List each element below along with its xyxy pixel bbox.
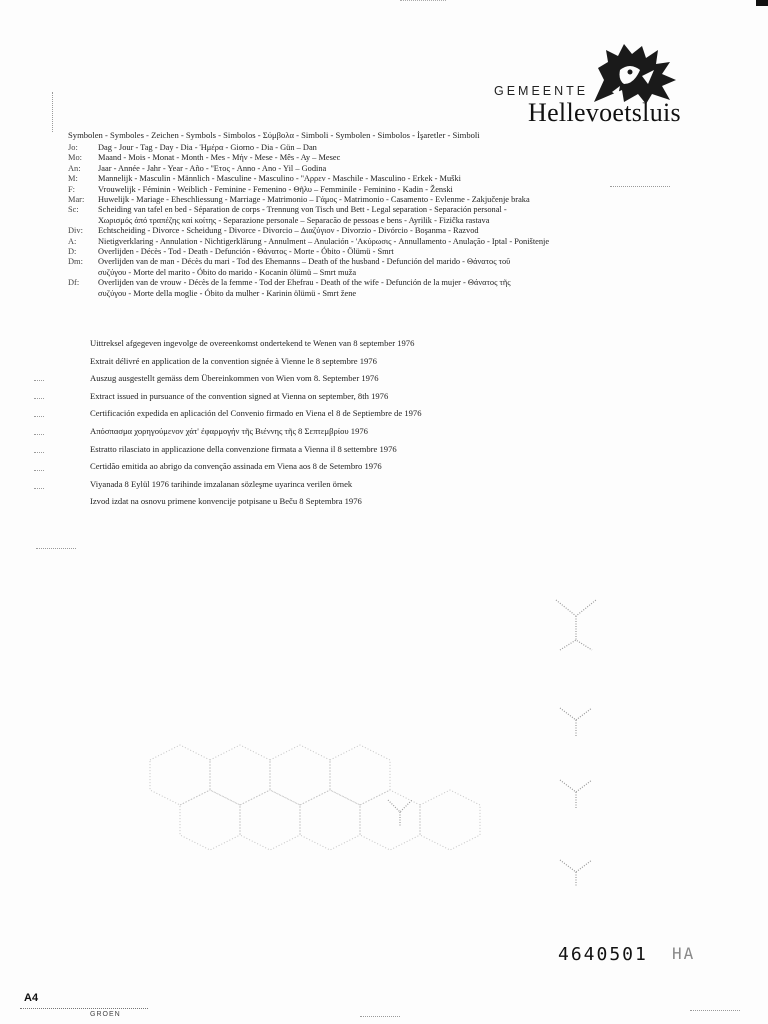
legend-row xyxy=(68,226,728,236)
statement-dutch: Uittreksel afgegeven ingevolge de overeenkomst ondertekend te Wenen van 8 september 1976 xyxy=(90,338,415,348)
statement-english: Extract issued in pursuance of the convention signed at Vienna on september, 8th 1976 xyxy=(90,390,389,401)
statement-french: Extrait délivré en application de la convention signée à Vienne le 8 septembre 1976 xyxy=(90,355,377,366)
legend-code xyxy=(68,268,98,278)
paper-color-label: GROEN xyxy=(90,1011,121,1018)
legend-text: Dag - Jour - Tag - Day - Dia - Ἡμέρα - Giorno - Dia - Gün – Dan xyxy=(98,143,317,152)
legend-text: Overlijden van de vrouw - Décès de la femme - Tod der Ehefrau - Death of the wife - Defunción de la mujer - Θάνατος τῆς xyxy=(98,278,511,288)
margin-speckle xyxy=(52,92,53,132)
municipality-prefix: GEMEENTE xyxy=(494,84,589,98)
legend-text: Echtscheiding - Divorce - Scheidung - Divorce - Divorcio – Διαζύγιον - Divorzio - Divórcio - Boşanma - Razvod xyxy=(98,226,479,236)
legend-code: An: xyxy=(68,163,81,173)
margin-speckle xyxy=(36,548,76,549)
legend-text: Huwelijk - Mariage - Eheschliessung - Marriage - Matrimonio – Γάμος - Matrimonio - Casamento - Evlenme - Zakjučenje braka xyxy=(98,195,530,205)
legend-text: Χωρισμός άπό τραπέζης καί κοίτης - Separazione personale – Separacão de pessoas e bens - Ayrilik - Fizička rastava xyxy=(98,215,490,225)
legend-text: συζύγου - Morte della moglie - Óbito da mulher - Karinin ölümü - Smrt žene xyxy=(98,288,357,298)
corner-registration-mark xyxy=(756,0,768,6)
legend-code: Df: xyxy=(68,278,80,288)
margin-speckle xyxy=(360,1016,400,1017)
legend-code: Mo: xyxy=(68,153,82,163)
legend-row xyxy=(68,164,728,174)
legend-code: Dm: xyxy=(68,257,83,267)
bottom-scan-line xyxy=(20,1008,148,1009)
margin-speckle xyxy=(34,416,44,417)
statement-italian: Estratto rilasciato in applicazione della convenzione firmata a Vienna il 8 settembre 1976 xyxy=(90,443,397,454)
legend-row xyxy=(68,205,728,215)
symbols-legend-heading: Symbolen - Symboles - Zeichen - Symbols - Simbolos - Σύμβολα - Simboli - Symbolen - Simbolos - İşaretler - Simboli xyxy=(68,130,480,140)
document-number-suffix: HA xyxy=(672,944,696,963)
legend-code xyxy=(68,289,98,299)
legend-text: Jaar - Année - Jahr - Year - Año - ''Ετος - Anno - Ano - Yil – Godina xyxy=(98,163,327,173)
statement-serbocroatian: Izvod izdat na osnovu primene konvencije potpisane u Beču 8 Septembra 1976 xyxy=(90,496,362,507)
legend-row xyxy=(68,153,728,163)
statement-turkish: Viyanada 8 Eylül 1976 tarihinde imzalanan sözleşme uyarinca verilen örnek xyxy=(90,478,353,489)
letterhead xyxy=(494,40,744,130)
margin-speckle xyxy=(34,470,44,471)
legend-text: Overlijden - Décès - Tod - Death - Defunción - Θάνατος - Morte - Óbito - Ölümü - Smrt xyxy=(98,247,394,257)
legend-row xyxy=(68,268,728,278)
legend-text: Vrouwelijk - Féminin - Weiblich - Feminine - Femenino - Θῆλυ – Femminile - Feminino - Kadin - Ženski xyxy=(98,184,453,194)
margin-speckle xyxy=(34,488,44,489)
legend-row xyxy=(68,185,728,195)
legend-text: Overlijden van de man - Décès du mari - Tod des Ehemanns – Death of the husband - Defunción del marido - Θάνατος τοῦ xyxy=(98,257,511,267)
legend-text: Maand - Mois - Monat - Month - Mes - Mήν - Mese - Mês - Ay – Mesec xyxy=(98,153,341,163)
legend-code xyxy=(68,216,98,226)
legend-code: Jo: xyxy=(68,143,78,152)
municipality-name: Hellevoetsluis xyxy=(528,98,681,127)
security-background-pattern xyxy=(0,560,768,980)
statement-spanish: Certificación expedida en aplicación del Convenio firmado en Viena el 8 de Septiembre de 1976 xyxy=(90,408,422,419)
legend-code: F: xyxy=(68,184,75,194)
margin-speckle xyxy=(690,1010,740,1011)
legend-row xyxy=(68,237,728,247)
legend-row xyxy=(68,278,728,288)
legend-row xyxy=(68,289,728,299)
legend-code: M: xyxy=(68,174,78,184)
legend-code: Sc: xyxy=(68,205,79,215)
legend-row xyxy=(68,195,728,205)
legend-text: Mannelijk - Masculin - Männlich - Masculine - Masculino - ''Αρρεν - Maschile - Masculino - Erkek - Muški xyxy=(98,174,461,184)
convention-statements xyxy=(90,336,610,512)
legend-row xyxy=(68,174,728,184)
statement-german: Auszug ausgestellt gemäss dem Übereinkommen von Wien vom 8. September 1976 xyxy=(90,373,379,384)
statement-portuguese: Certidão emitida ao abrigo da convenção assinada em Viena aos 8 de Setembro 1976 xyxy=(90,461,382,472)
legend-code: D: xyxy=(68,247,77,257)
statement-greek: Απόσπασμα χορηγούμενον χάτ' ἐφαρμογήν τῆς Βιέννης τῆς 8 Σεπτεμβρίου 1976 xyxy=(90,425,368,436)
legend-row xyxy=(68,247,728,257)
margin-speckle xyxy=(34,380,44,381)
legend-text: Nietigverklaring - Annulation - Nichtigerklärung - Annulment – Anulación - 'Ακύρωσις - Annullamento - Anulação - Iptal - Poništenje xyxy=(98,236,550,246)
legend-text: συζύγου - Morte del marito - Óbito do marido - Kocanin ölümü – Smrt muža xyxy=(98,267,357,277)
legend-code: A: xyxy=(68,236,77,246)
legend-row xyxy=(68,257,728,267)
municipal-crest-lion-icon xyxy=(590,40,680,106)
symbols-legend xyxy=(68,143,728,299)
legend-row xyxy=(68,216,728,226)
margin-speckle xyxy=(34,434,44,435)
document-number: 4640501 xyxy=(558,944,648,965)
legend-code: Mar: xyxy=(68,195,85,205)
margin-speckle xyxy=(34,452,44,453)
paper-size-label: A4 xyxy=(24,992,39,1004)
top-scan-dash xyxy=(400,0,446,1)
legend-code: Div: xyxy=(68,226,83,236)
legend-text: Scheiding van tafel en bed - Séparation de corps - Trennung von Tisch und Bett - Legal separation - Separación personal - xyxy=(98,205,507,215)
legend-row xyxy=(68,143,728,153)
margin-speckle xyxy=(34,398,44,399)
